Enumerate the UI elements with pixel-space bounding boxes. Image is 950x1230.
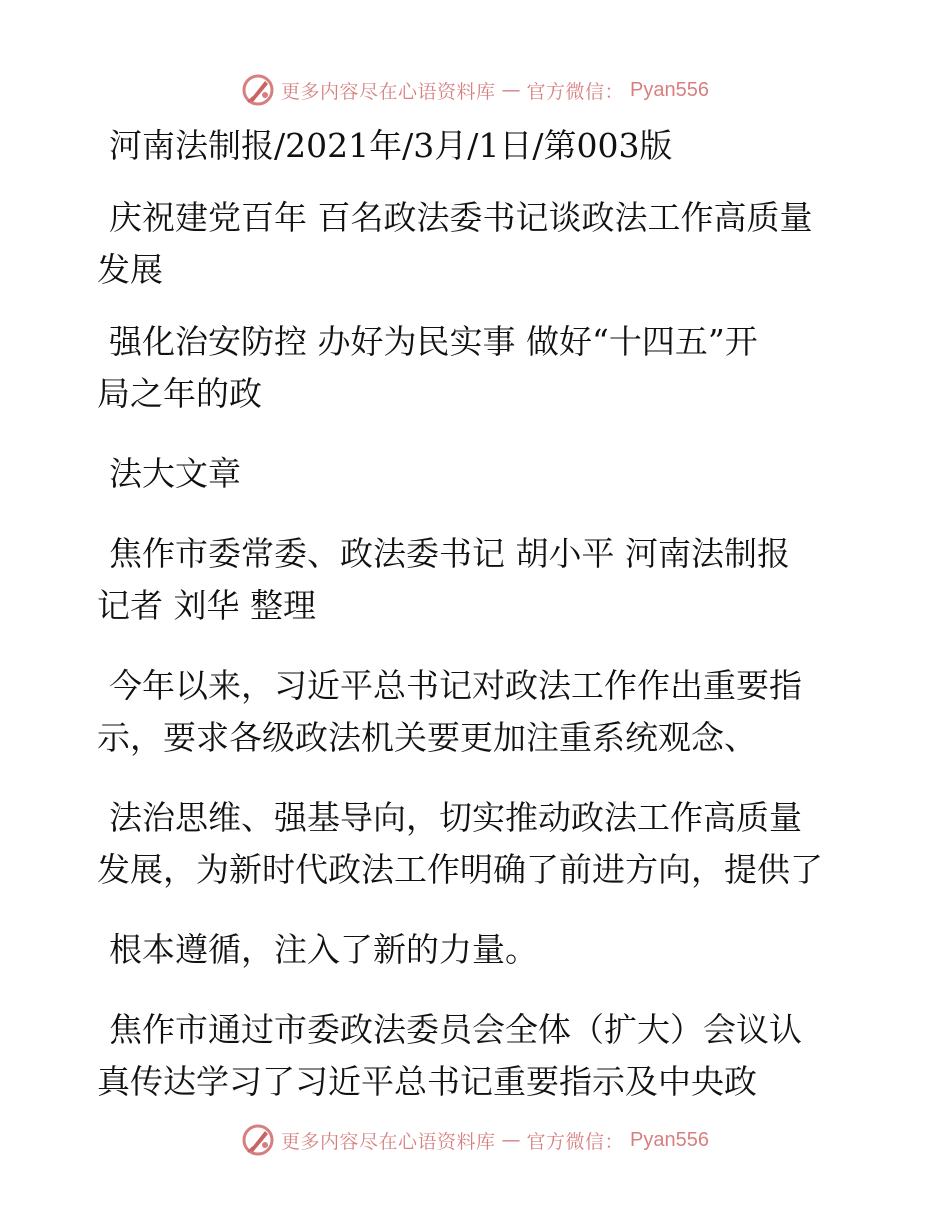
watermark-footer bbox=[0, 1120, 950, 1160]
watermark-separator: — bbox=[501, 79, 521, 101]
section-title-line-1: 庆祝建党百年 百名政法委书记谈政法工作高质量 bbox=[109, 198, 813, 237]
byline-line-2: 记者 刘华 整理 bbox=[97, 586, 316, 625]
watermark-header bbox=[0, 70, 950, 110]
watermark-id: Pyan556 bbox=[630, 78, 709, 101]
watermark-text: 更多内容尽在心语资料库 bbox=[281, 1130, 496, 1153]
headline-line-1: 强化治安防控 办好为民实事 做好“十四五”开 bbox=[109, 322, 758, 361]
paragraph-1-line-1: 今年以来，习近平总书记对政法工作作出重要指 bbox=[109, 666, 802, 705]
watermark-separator: — bbox=[501, 1129, 521, 1151]
watermark-label: 官方微信： bbox=[526, 80, 625, 103]
headline-line-3: 法大文章 bbox=[109, 454, 241, 493]
watermark-id: Pyan556 bbox=[630, 1128, 709, 1151]
paragraph-1-line-4: 发展，为新时代政法工作明确了前进方向，提供了 bbox=[97, 850, 823, 889]
paragraph-1-line-3: 法治思维、强基导向，切实推动政法工作高质量 bbox=[109, 798, 802, 837]
paragraph-2-line-2: 真传达学习了习近平总书记重要指示及中央政 bbox=[97, 1062, 757, 1101]
quill-logo-icon bbox=[241, 73, 275, 107]
headline-line-2: 局之年的政 bbox=[97, 374, 262, 413]
paragraph-1-line-2: 示，要求各级政法机关要更加注重系统观念、 bbox=[97, 718, 757, 757]
paragraph-2-line-1: 焦作市通过市委政法委员会全体（扩大）会议认 bbox=[109, 1010, 802, 1049]
byline-line-1: 焦作市委常委、政法委书记 胡小平 河南法制报 bbox=[109, 534, 790, 573]
watermark-text: 更多内容尽在心语资料库 bbox=[281, 80, 496, 103]
quill-logo-icon bbox=[241, 1123, 275, 1157]
section-title-line-2: 发展 bbox=[97, 250, 163, 289]
document-body bbox=[97, 120, 847, 1108]
paragraph-1-line-5: 根本遵循，注入了新的力量。 bbox=[109, 930, 538, 969]
publication-info: 河南法制报/2021年/3月/1日/第003版 bbox=[109, 126, 673, 165]
watermark-label: 官方微信： bbox=[526, 1130, 625, 1153]
